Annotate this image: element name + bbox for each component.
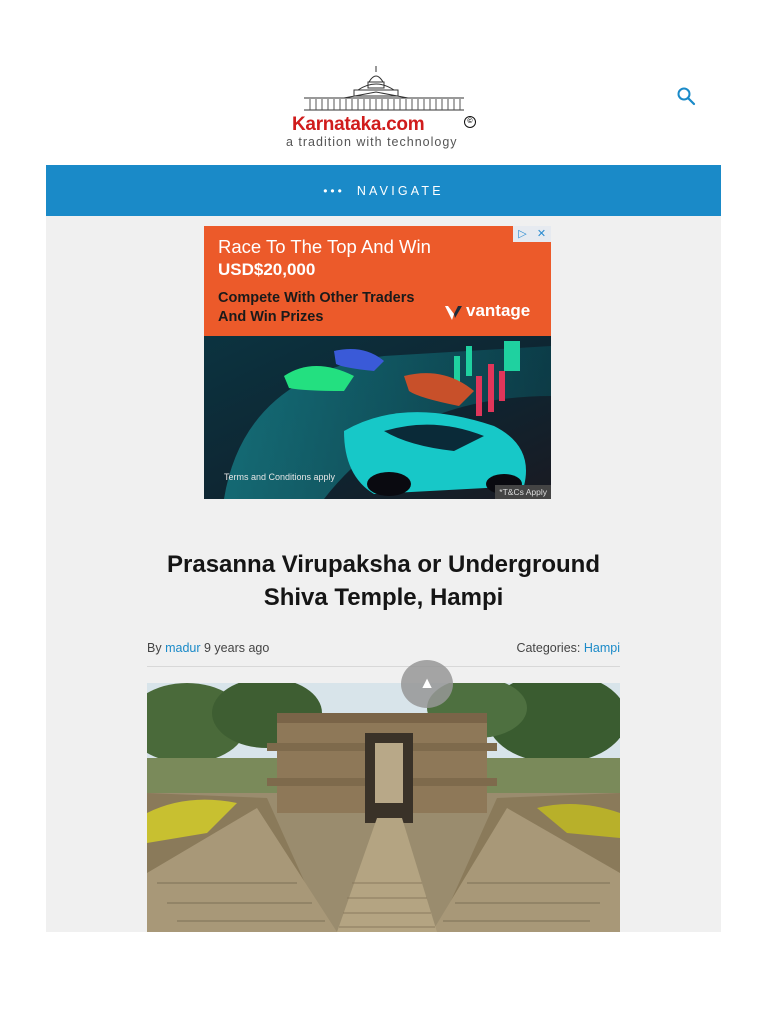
ad-subtext: Compete With Other Traders And Win Prizes [218,290,415,325]
arrow-up-icon: ▲ [419,675,435,692]
advertisement-banner[interactable] [204,226,551,499]
page-container [46,46,721,932]
logo-text: Karnataka.com [292,114,425,135]
navigate-label: NAVIGATE [356,183,444,198]
search-icon [676,86,698,108]
by-label: By [147,641,162,655]
article-categories [516,641,620,655]
ad-headline: Race To The Top And Win [218,236,431,257]
navigate-menu-button[interactable] [46,165,721,216]
ad-close-icon[interactable]: ✕ [536,228,547,240]
capitol-building-icon [284,64,484,114]
vantage-logo-icon [444,304,464,322]
ad-controls [513,226,551,242]
ad-header [204,226,551,336]
search-button[interactable] [676,86,698,108]
registered-mark: © [464,116,476,128]
scroll-to-top-button[interactable] [401,660,453,708]
ad-tcs-badge: *T&Cs Apply [495,485,551,499]
site-header [46,46,721,165]
category-link[interactable]: Hampi [583,641,620,655]
ad-prize: USD$20,000 [218,260,316,279]
article-byline [147,641,269,655]
adchoices-icon[interactable]: ▷ [518,228,527,240]
post-age: 9 years ago [204,641,270,655]
temple-photo [147,683,620,932]
article-title: Prasanna Virupaksha or Underground Shiva Temple, Hampi [167,551,600,611]
site-logo[interactable] [284,64,484,154]
author-link[interactable]: madur [165,641,201,655]
menu-dots-icon: ••• [323,183,345,198]
categories-label: Categories: [516,641,581,655]
logo-tagline: a tradition with technology [286,135,458,149]
article-meta [147,640,620,667]
ad-brand: vantage [466,301,531,320]
ad-terms-text: Terms and Conditions apply [224,472,336,482]
